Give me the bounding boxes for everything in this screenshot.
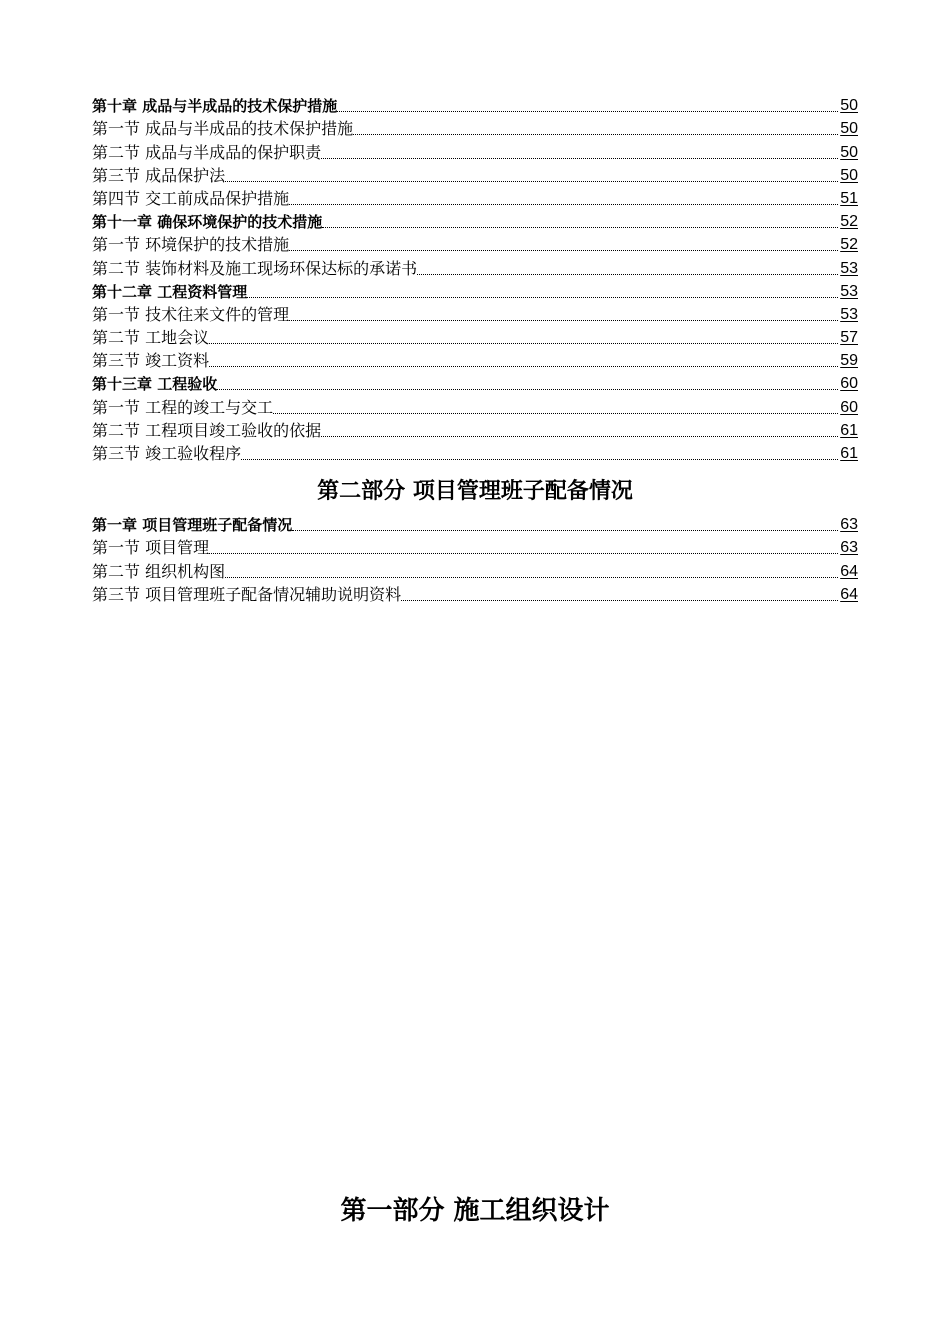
toc-leader-dots (247, 297, 838, 298)
toc-leader-dots (217, 389, 838, 390)
toc-entry-page: 50 (840, 143, 858, 161)
toc-entry-page: 53 (840, 259, 858, 277)
toc-leader-dots (321, 436, 838, 437)
toc-entry[interactable] (92, 279, 858, 302)
toc-leader-dots (401, 600, 838, 601)
toc-leader-dots (353, 134, 838, 135)
toc-entry[interactable] (92, 325, 858, 348)
toc-entry-page: 50 (840, 97, 858, 115)
toc-leader-dots (289, 320, 838, 321)
toc-entry-page: 61 (840, 445, 858, 462)
toc-entry[interactable] (92, 232, 858, 255)
toc-entry[interactable] (92, 418, 858, 441)
toc-entry-title: 第二节 工程项目竣工验收的依据 (92, 420, 322, 440)
toc-entry[interactable] (92, 558, 858, 581)
toc-entry[interactable] (92, 535, 858, 558)
toc-entry-title: 第一节 工程的竣工与交工 (92, 397, 274, 417)
toc-entry-page: 63 (840, 516, 858, 534)
toc-leader-dots (322, 227, 838, 228)
toc-entry-page: 57 (840, 329, 858, 347)
toc-entry-page: 53 (840, 282, 858, 300)
table-of-contents (92, 93, 858, 464)
toc-leader-dots (292, 530, 838, 531)
toc-entry-title: 第四节 交工前成品保护措施 (92, 188, 290, 208)
toc-leader-dots (225, 181, 838, 182)
toc-entry-title: 第二节 装饰材料及施工现场环保达标的承诺书 (92, 258, 418, 278)
toc-entry-title: 第一章 项目管理班子配备情况 (92, 516, 293, 535)
toc-entry[interactable] (92, 394, 858, 417)
toc-entry-page: 61 (840, 421, 858, 439)
toc-entry-page: 50 (840, 166, 858, 184)
toc-entry-title: 第一节 环境保护的技术措施 (92, 235, 290, 255)
toc-entry-title: 第三节 竣工资料 (92, 351, 210, 371)
toc-entry-title: 第二节 工地会议 (92, 328, 210, 348)
toc-leader-dots (321, 158, 838, 159)
toc-entry[interactable] (92, 582, 858, 605)
toc-entry[interactable] (92, 255, 858, 278)
toc-entry[interactable] (92, 163, 858, 186)
toc-entry-page: 51 (840, 189, 858, 207)
toc-entry-page: 52 (840, 236, 858, 254)
toc-entry[interactable] (92, 93, 858, 116)
toc-entry-title: 第三节 项目管理班子配备情况辅助说明资料 (92, 584, 402, 604)
toc-entry-page: 60 (840, 398, 858, 416)
toc-leader-dots (209, 553, 838, 554)
toc-entry-title: 第十三章 工程验收 (92, 375, 218, 394)
toc-leader-dots (337, 111, 838, 112)
toc-leader-dots (241, 459, 838, 460)
toc-entry[interactable] (92, 186, 858, 209)
toc-entry-page: 64 (840, 585, 858, 603)
toc-entry-page: 52 (840, 213, 858, 231)
toc-entry[interactable] (92, 139, 858, 162)
toc-entry[interactable] (92, 512, 858, 535)
toc-leader-dots (209, 343, 838, 344)
toc-leader-dots (273, 413, 838, 414)
toc-entry-title: 第一节 技术往来文件的管理 (92, 304, 290, 324)
table-of-contents-part-two (92, 512, 858, 605)
toc-entry[interactable] (92, 209, 858, 232)
toc-leader-dots (225, 577, 838, 578)
toc-entry[interactable] (92, 371, 858, 394)
part-two-heading: 第二部分 项目管理班子配备情况 (317, 478, 633, 504)
toc-entry-title: 第二节 成品与半成品的保护职责 (92, 142, 322, 162)
toc-entry-page: 53 (840, 305, 858, 323)
toc-entry-title: 第三节 竣工验收程序 (92, 444, 242, 463)
toc-entry-page: 63 (840, 539, 858, 557)
toc-entry-title: 第十二章 工程资料管理 (92, 282, 248, 301)
toc-leader-dots (417, 274, 838, 275)
part-one-heading: 第一部分 施工组织设计 (340, 1196, 610, 1226)
toc-entry-title: 第十一章 确保环境保护的技术措施 (92, 213, 323, 232)
toc-entry-title: 第三节 成品保护法 (92, 165, 226, 185)
toc-entry[interactable] (92, 441, 858, 464)
toc-entry-title: 第一节 项目管理 (92, 538, 210, 558)
toc-entry-page: 60 (840, 375, 858, 393)
toc-entry-title: 第二节 组织机构图 (92, 561, 226, 581)
toc-entry-title: 第一节 成品与半成品的技术保护措施 (92, 119, 354, 139)
toc-entry[interactable] (92, 348, 858, 371)
toc-entry-page: 50 (840, 120, 858, 138)
toc-leader-dots (209, 366, 838, 367)
toc-entry-page: 59 (840, 352, 858, 370)
toc-leader-dots (289, 204, 838, 205)
toc-entry[interactable] (92, 116, 858, 139)
toc-entry-title: 第十章 成品与半成品的技术保护措施 (92, 97, 338, 116)
toc-entry[interactable] (92, 302, 858, 325)
toc-entry-page: 64 (840, 562, 858, 580)
toc-leader-dots (289, 250, 838, 251)
